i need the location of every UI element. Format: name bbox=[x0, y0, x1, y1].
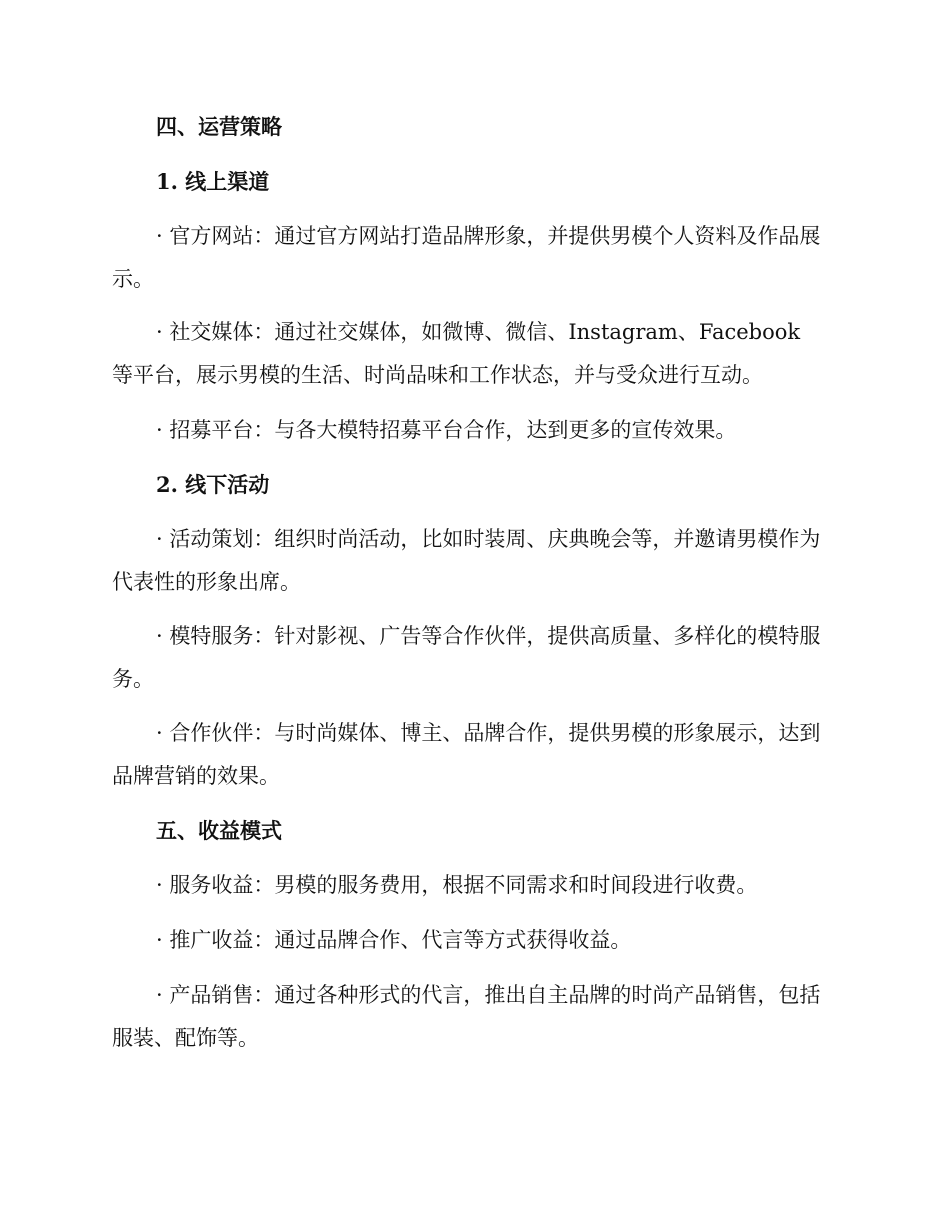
paragraph-recruiting-platform: · 招募平台：与各大模特招募平台合作，达到更多的宣传效果。 bbox=[156, 418, 737, 442]
paragraph-model-services: · 模特服务：针对影视、广告等合作伙伴，提供高质量、多样化的模特服务。 bbox=[112, 624, 821, 691]
paragraph-event-planning: · 活动策划：组织时尚活动，比如时装周、庆典晚会等，并邀请男模作为代表性的形象出席。 bbox=[112, 527, 821, 594]
paragraph-service-revenue: · 服务收益：男模的服务费用，根据不同需求和时间段进行收费。 bbox=[156, 873, 758, 897]
subheading-offline-activities: 2. 线下活动 bbox=[156, 472, 270, 497]
paragraph-official-website: · 官方网站：通过官方网站打造品牌形象，并提供男模个人资料及作品展示。 bbox=[112, 224, 821, 291]
paragraph-promotion-revenue: · 推广收益：通过品牌合作、代言等方式获得收益。 bbox=[156, 928, 632, 952]
paragraph-product-sales: · 产品销售：通过各种形式的代言，推出自主品牌的时尚产品销售，包括服装、配饰等。 bbox=[112, 983, 821, 1050]
paragraph-social-media: · 社交媒体：通过社交媒体，如微博、微信、Instagram、Facebook 等平台，展示男模的生活、时尚品味和工作状态，并与受众进行互动。 bbox=[112, 320, 801, 387]
subheading-online-channels: 1. 线上渠道 bbox=[156, 169, 270, 194]
section-heading-revenue: 五、收益模式 bbox=[156, 818, 282, 843]
section-heading-operations: 四、运营策略 bbox=[156, 114, 282, 139]
paragraph-partners: · 合作伙伴：与时尚媒体、博主、品牌合作，提供男模的形象展示，达到品牌营销的效果。 bbox=[112, 721, 821, 788]
